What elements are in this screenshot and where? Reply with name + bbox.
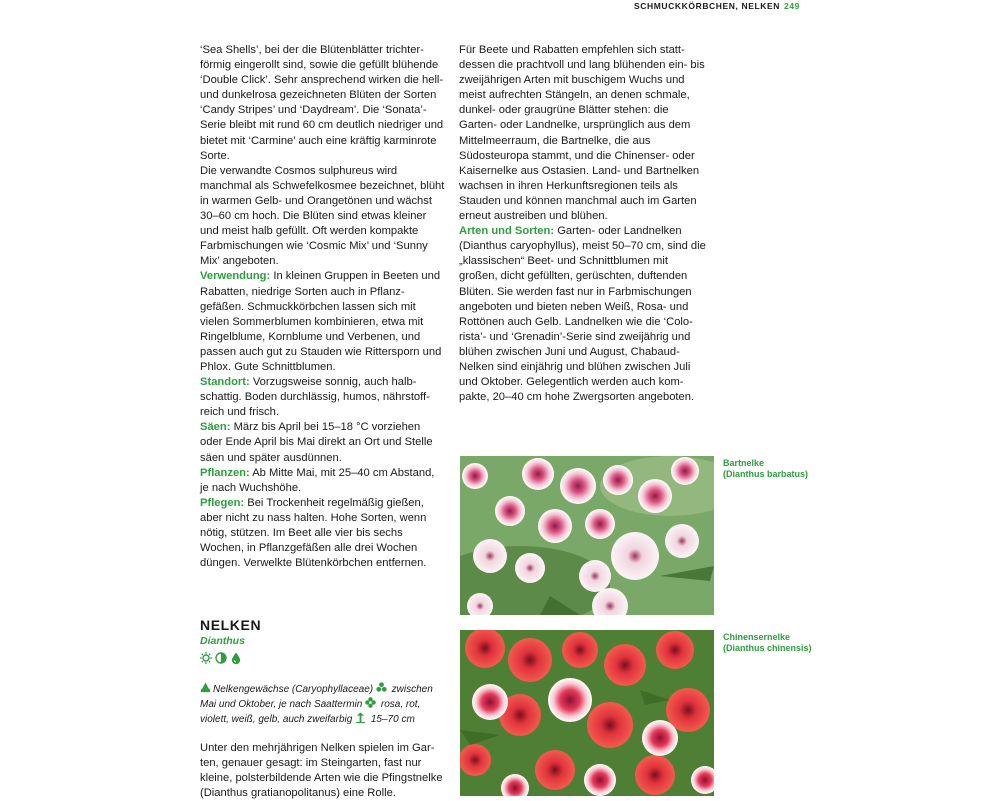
paragraph-standort bbox=[200, 375, 445, 420]
half-shade-icon bbox=[215, 652, 227, 664]
flower-color-icon bbox=[365, 697, 376, 708]
caption-chinensernelke bbox=[723, 632, 813, 654]
photo-bartnelke bbox=[460, 456, 714, 615]
running-header bbox=[634, 0, 800, 12]
caption-chinensernelke-name: Chinensernelke bbox=[723, 632, 791, 642]
caption-bartnelke-name: Bartnelke bbox=[723, 458, 765, 468]
saeen-label: Säen: bbox=[200, 421, 231, 434]
running-title: SCHMUCKKÖRBCHEN, NELKEN bbox=[633, 1, 781, 11]
arten-sorten-text: Garten- oder Landnelken (Dianthus caryophyllus), meist 50–70 cm, sind die „klassischen“ Beet- und Schnittblumen mit großen, dicht gefüllten, gerüschten, duftenden Blüten. Sie werden fast nur in Farbmischungen angeboten und bieten neben Weiß, Rosa- und Rottönen auch Gelb. Landnelken wie die ‘Colorista’- und ‘Grenadin’-Serie sind zweijährig und blühen zwischen Juni und August, Chabaud-Nelken sind einjährig und blühen zwischen Juli und Oktober. Gelegentlich werden auch kompakte, 20–40 cm hohe Zwergsorten angeboten. bbox=[459, 225, 706, 404]
right-column bbox=[459, 43, 709, 405]
height-icon bbox=[355, 712, 366, 723]
pflanzen-label: Pflanzen: bbox=[200, 466, 250, 479]
arten-sorten-label: Arten und Sorten: bbox=[459, 225, 555, 238]
verwendung-text: In kleinen Gruppen in Beeten und Rabatten, niedrige Sorten auch in Pflanzgefäßen. Schmuckkörbchen lassen sich mit vielen Sommerblumen kombinieren, etwa mit Ringelblume, Kornblume und Verbenen, und passen auch gut zu Stauden wie Rittersporn und Phlox. Gute Schnittblumen. bbox=[200, 270, 442, 373]
paragraph-beete-rabatten: Für Beete und Rabatten empfehlen sich stattdessen die prachtvoll und lang blühenden ein- bis zweijährigen Arten mit buschigem Wuchs und meist aufrechten Stängeln, an denen schmale, dunkel- oder graugrüne Blätter stehen: die Garten- oder Landnelke, ursprünglich aus dem Mittelmeerraum, die Bartnelke, die aus Südosteuropa stammt, und die Chinenser- oder Kaisernelke aus Ostasien. Land- und Bartnelken wachsen in ihren Herkunftsregionen teils als Stauden und können manchmal auch im Garten erneut austreiben und blühen. bbox=[459, 44, 705, 223]
section-body: Unter den mehrjährigen Nelken spielen im Garten, genauer gesagt: im Steingarten, fast nur kleine, polsterbildende Arten wie die Pfingstnelke (Dianthus gratianopolitanus) eine Rolle. bbox=[200, 742, 443, 800]
photo-chinensernelke bbox=[460, 630, 714, 796]
site-symbols bbox=[200, 651, 445, 665]
pflanzen-text: Ab Mitte Mai, mit 25–40 cm Abstand, je nach Wuchshöhe. bbox=[200, 466, 435, 494]
paragraph-saeen bbox=[200, 420, 445, 465]
flower-colors: rosa, rot, violett, weiß, gelb, auch zweifarbig bbox=[200, 699, 421, 725]
saeen-text: März bis April bei 15–18 °C vorziehen oder Ende April bis Mai direkt an Ort und Stelle säen und später ausdünnen. bbox=[200, 421, 433, 464]
sun-icon bbox=[200, 652, 212, 664]
section-latin-name: Dianthus bbox=[200, 635, 245, 647]
bartnelke-illustration bbox=[460, 456, 714, 615]
chinensernelke-illustration bbox=[460, 630, 714, 796]
left-column bbox=[200, 43, 445, 571]
plant-height: 15–70 cm bbox=[368, 714, 415, 725]
paragraph-sea-shells: ‘Sea Shells’, bei der die Blütenblätter trichterförmig eingerollt sind, sowie die gefüllt blühende ‘Double Click’. Sehr ansprechend wirken die hell- und dunkelrosa gezeichneten Blüten der Sorten ‘Candy Stripes’ und ‘Daydream’. Die ‘Sonata’-Serie bleibt mit rund 60 cm deutlich niedriger und bietet mit ‘Carmine’ auch eine kräftig karminrote Sorte. bbox=[200, 44, 444, 162]
verwendung-label: Verwendung: bbox=[200, 270, 271, 283]
caption-bartnelke-latin: (Dianthus barbatus) bbox=[723, 469, 809, 479]
pflegen-label: Pflegen: bbox=[200, 496, 245, 509]
caption-bartnelke bbox=[723, 458, 813, 480]
paragraph-arten-sorten bbox=[459, 224, 709, 405]
page-number: 249 bbox=[784, 1, 800, 11]
plant-facts bbox=[200, 682, 445, 727]
bloom-time: zwischen Mai und Oktober, je nach Saattermin bbox=[200, 684, 433, 710]
pflegen-text: Bei Trockenheit regelmäßig gießen, aber nicht zu nass halten. Hohe Sorten, wenn nötig, stützen. Im Beet alle vier bis sechs Wochen, in Pflanzgefäßen alle drei Wochen düngen. Verwelkte Blütenkörbchen entfernen. bbox=[200, 496, 427, 570]
caption-chinensernelke-latin: (Dianthus chinensis) bbox=[723, 643, 812, 653]
standort-label: Standort: bbox=[200, 376, 250, 389]
paragraph-pflegen bbox=[200, 496, 445, 571]
paragraph-pflanzen bbox=[200, 466, 445, 496]
paragraph-cosmos-sulphureus: Die verwandte Cosmos sulphureus wird manchmal als Schwefelkosmee bezeichnet, blüht in warmen Gelb- und Orangetönen und wächst 30–60 cm hoch. Die Blüten sind etwas kleiner und meist halb gefüllt. Oft werden kompakte Farbmischungen wie ‘Cosmic Mix’ und ‘Sunny Mix’ angeboten. bbox=[200, 164, 445, 268]
standort-text: Vorzugsweise sonnig, auch halbschattig. Boden durchlässig, humos, nährstoffreich und frisch. bbox=[200, 376, 430, 419]
plant-family: Nelkengewächse (Caryophyllaceae) bbox=[213, 684, 374, 695]
bloom-time-icon bbox=[376, 682, 387, 693]
nelken-section bbox=[200, 617, 445, 801]
paragraph-verwendung bbox=[200, 269, 445, 375]
section-title: NELKEN bbox=[200, 617, 262, 633]
water-drop-icon bbox=[230, 652, 242, 664]
plant-family-icon bbox=[200, 682, 211, 693]
